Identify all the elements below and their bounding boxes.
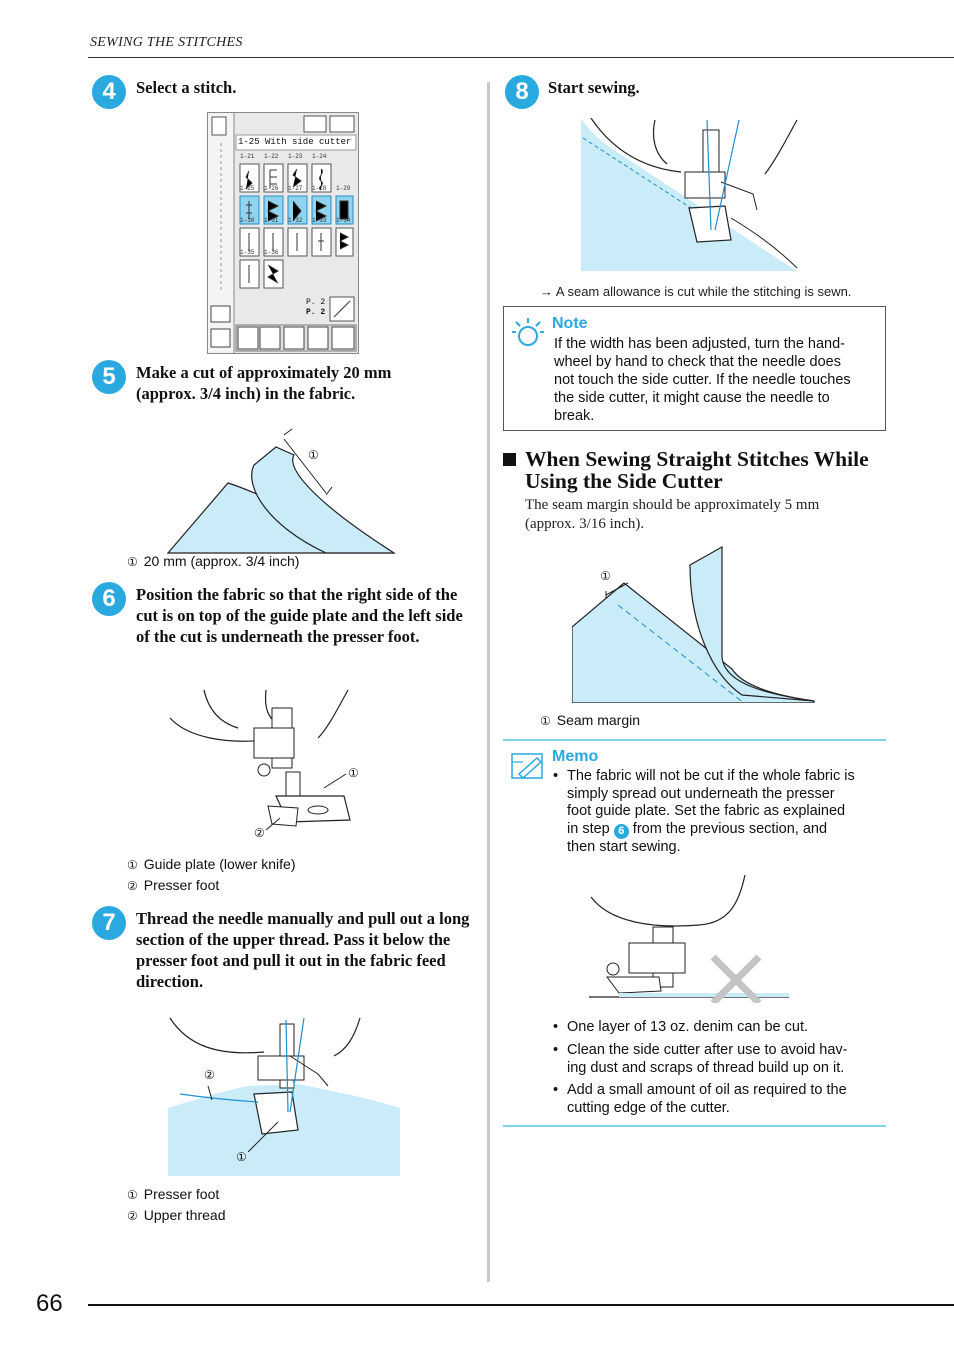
figure-label-2: ② <box>254 826 265 840</box>
caption-number: ② <box>127 1209 138 1223</box>
stitch-code: 1-34 <box>336 217 351 224</box>
caption-number: ① <box>127 555 138 569</box>
stitch-code: 1-21 <box>240 153 255 160</box>
memo-list-bottom <box>553 1019 893 1119</box>
memo-pencil-icon <box>511 752 545 780</box>
section-body-line: The seam margin should be approximately 5 mm <box>525 497 820 513</box>
step-8-text: Start sewing. <box>548 78 640 97</box>
note-line: break. <box>554 408 595 424</box>
stitch-code: 1-30 <box>240 217 255 224</box>
figure-label-1: ① <box>308 448 319 462</box>
caption-text: Presser foot <box>143 877 220 893</box>
fabric-cut-figure <box>166 425 398 555</box>
caption-position-2 <box>127 875 219 897</box>
memo-line: Clean the side cutter after use to avoid hav- <box>567 1042 848 1058</box>
stitch-code: 1-23 <box>288 153 303 160</box>
bullet-icon: • <box>553 1042 559 1058</box>
caption-position-1 <box>127 854 296 876</box>
stitch-code: 1-28 <box>312 185 327 192</box>
lightbulb-icon <box>512 316 544 352</box>
caption-text: Presser foot <box>143 1186 220 1202</box>
section-heading <box>503 448 903 492</box>
thread-figure <box>168 1016 400 1178</box>
memo-list-top <box>553 768 893 858</box>
note-line: the side cutter, it might cause the needle to <box>554 390 830 406</box>
note-title: Note <box>552 315 588 332</box>
section-body-line: (approx. 3/16 inch). <box>525 516 645 532</box>
memo-line: foot guide plate. Set the fabric as explained <box>567 803 846 819</box>
caption-text: Upper thread <box>143 1207 226 1223</box>
caption-seam-1 <box>540 710 640 732</box>
caption-number: ① <box>540 714 551 728</box>
caption-thread-1 <box>127 1184 219 1206</box>
screen-page-bottom: P. 2 <box>306 308 326 317</box>
stitch-code: 1-27 <box>288 185 303 192</box>
section-body <box>525 496 885 534</box>
stitch-code: 1-36 <box>264 249 279 256</box>
step-6-text: Position the fabric so that the right side of the cut is on top of the guide plate and the left side of the cut is underneath the presser foot. <box>136 585 463 646</box>
figure-label-1: ① <box>348 766 359 780</box>
stitch-code: 1-35 <box>240 249 255 256</box>
memo-item-text: One layer of 13 oz. denim can be cut. <box>567 1019 808 1035</box>
note-line: If the width has been adjusted, turn the hand- <box>554 336 846 352</box>
note-line: not touch the side cutter. If the needle touches <box>554 372 851 388</box>
step-4-text: Select a stitch. <box>136 78 237 97</box>
step-number-8: 8 <box>505 75 539 109</box>
heading-line-2: Using the Side Cutter <box>525 469 723 493</box>
sewing-figure <box>581 118 799 271</box>
caption-number: ① <box>127 1188 138 1202</box>
memo-top-rule <box>503 739 886 741</box>
stitch-code: 1-25 <box>240 185 255 192</box>
memo-line: cutting edge of the cutter. <box>567 1099 730 1116</box>
memo-line: Add a small amount of oil as required to the <box>567 1082 847 1098</box>
heading-line-1: When Sewing Straight Stitches While <box>525 447 869 471</box>
page-number: 66 <box>36 1290 63 1317</box>
stitch-selection-screen <box>207 112 359 354</box>
footer-rule <box>88 1304 954 1306</box>
step-5-text: Make a cut of approximately 20 mm (approx. 3/4 inch) in the fabric. <box>136 363 392 403</box>
not-cut-figure <box>589 873 791 1003</box>
memo-line <box>567 821 885 839</box>
memo-line: simply spread out underneath the presser <box>567 785 835 802</box>
bullet-icon: • <box>553 1019 559 1035</box>
step-7-text: Thread the needle manually and pull out a long section of the upper thread. Pass it below the presser foot and pull it out in the fabric feed direction. <box>136 909 470 991</box>
running-header: SEWING THE STITCHES <box>90 35 243 50</box>
step-number-5: 5 <box>92 360 126 394</box>
note-line: wheel by hand to check that the needle does <box>554 354 841 370</box>
memo-item-text <box>567 768 885 856</box>
step-number-6: 6 <box>92 582 126 616</box>
caption-text: 20 mm (approx. 3/4 inch) <box>143 553 300 569</box>
presser-foot-figure <box>168 688 364 844</box>
caption-text: Guide plate (lower knife) <box>143 856 296 872</box>
memo-title: Memo <box>552 748 599 765</box>
screen-page-top: P. 2 <box>306 298 326 307</box>
header-rule <box>88 57 954 58</box>
stitch-code: 1-24 <box>312 153 327 160</box>
square-bullet-icon <box>503 453 516 466</box>
caption-text: Seam margin <box>556 712 641 728</box>
screen-stitch-label: 1-25 With side cutter <box>238 137 352 147</box>
stitch-code: 1-32 <box>288 217 303 224</box>
caption-thread-2 <box>127 1205 225 1227</box>
memo-line-part: from the previous section, and <box>632 820 828 837</box>
stitch-code: 1-31 <box>264 217 279 224</box>
step-number-7: 7 <box>92 906 126 940</box>
memo-line: ing dust and scraps of thread build up on it. <box>567 1059 845 1076</box>
figure-label-2: ② <box>204 1068 215 1082</box>
note-body <box>554 335 884 425</box>
caption-cut-1 <box>127 551 299 573</box>
caption-number: ① <box>127 858 138 872</box>
bullet-icon: • <box>553 768 559 784</box>
memo-item-text <box>567 1082 885 1117</box>
stitch-code: 1-26 <box>264 185 279 192</box>
memo-line-part: in step <box>567 820 610 837</box>
seam-margin-figure <box>572 545 816 703</box>
bullet-icon: • <box>553 1082 559 1098</box>
step-number-4: 4 <box>92 75 126 109</box>
caption-number: ② <box>127 879 138 893</box>
inline-step-number: 6 <box>614 824 629 839</box>
memo-bottom-rule <box>503 1125 886 1127</box>
stitch-code: 1-29 <box>336 185 351 192</box>
result-text: → A seam allowance is cut while the stitching is sewn. <box>540 284 852 299</box>
memo-line: then start sewing. <box>567 838 681 855</box>
figure-label-1: ① <box>236 1150 247 1164</box>
memo-item-text <box>567 1042 885 1077</box>
figure-label-1: ① <box>600 569 611 583</box>
stitch-code: 1-22 <box>264 153 279 160</box>
column-divider <box>487 82 490 1282</box>
stitch-code: 1-33 <box>312 217 327 224</box>
memo-line: The fabric will not be cut if the whole fabric is <box>567 768 855 784</box>
